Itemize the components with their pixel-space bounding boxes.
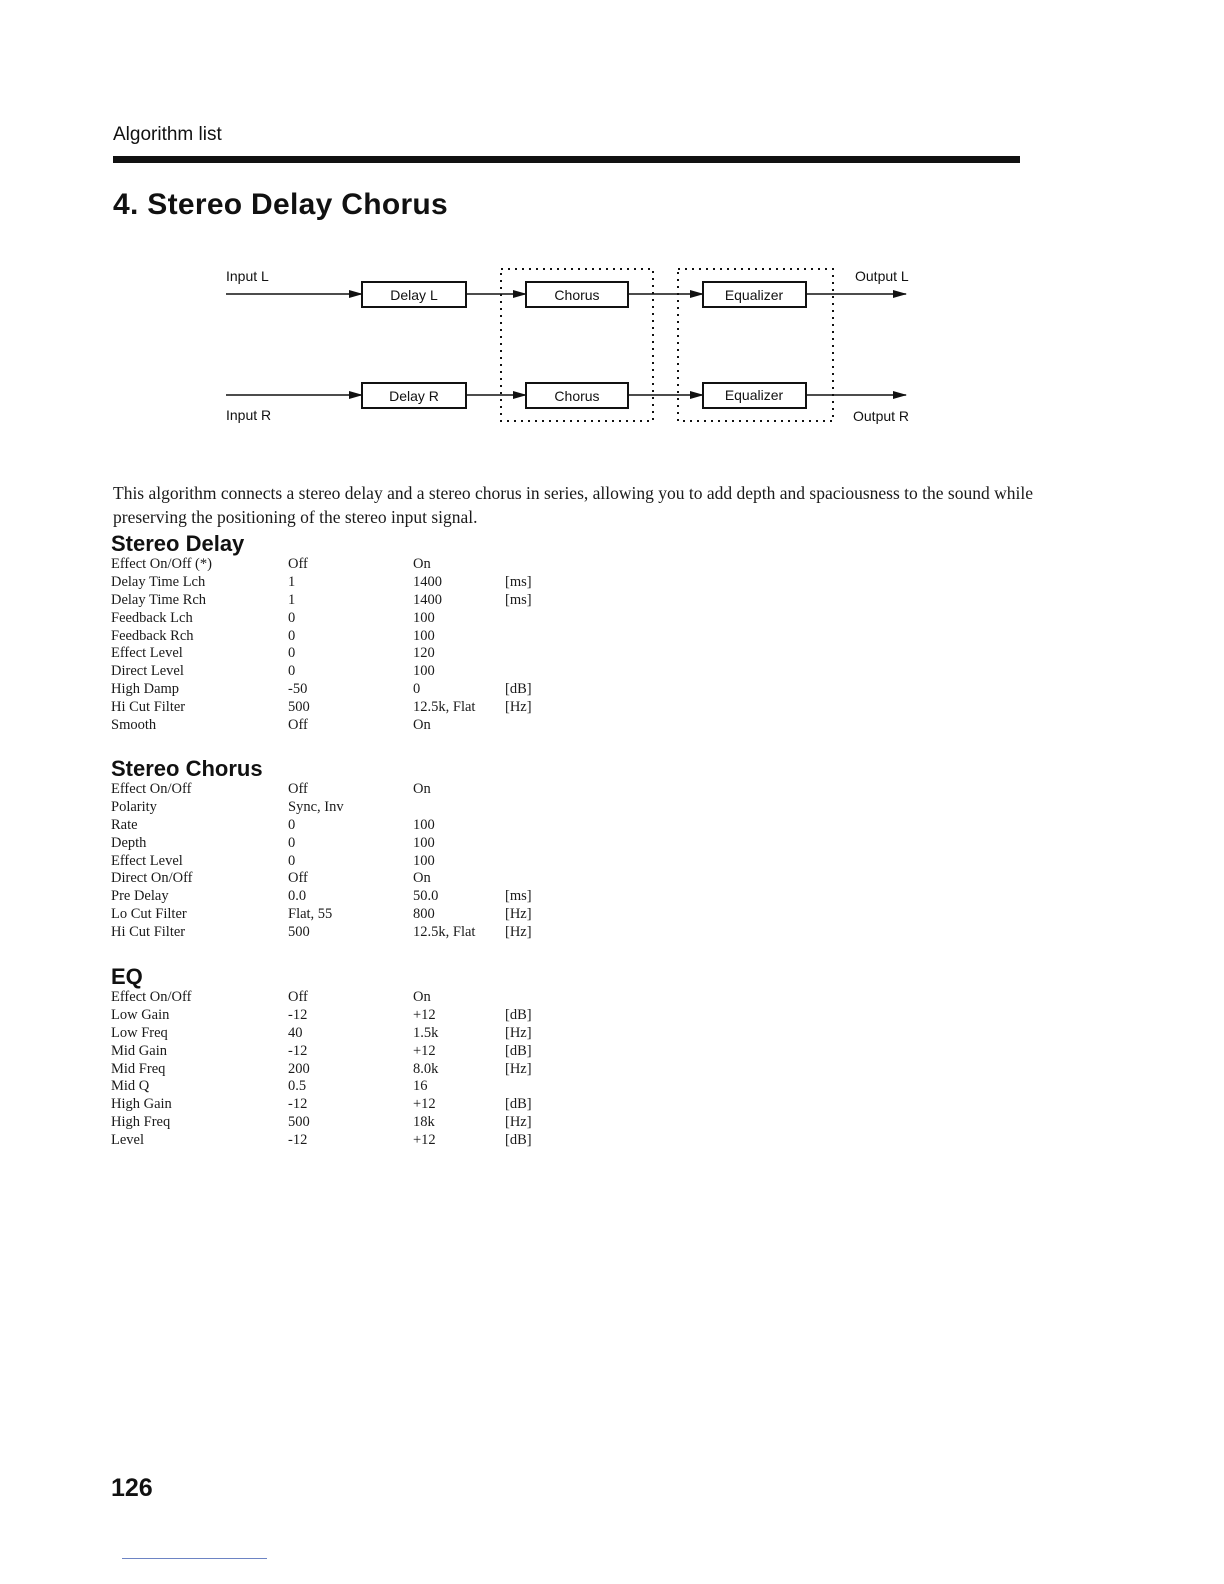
param-unit: [Hz] <box>505 1060 532 1077</box>
param-max: On <box>413 717 431 734</box>
page-title: 4. Stereo Delay Chorus <box>113 188 449 221</box>
param-name: Effect On/Off <box>111 989 192 1005</box>
param-max: 100 <box>413 627 435 644</box>
param-max: 1400 <box>413 573 442 590</box>
param-max: 100 <box>413 852 435 869</box>
param-name: Effect Level <box>111 852 183 869</box>
param-min: Off <box>288 781 308 797</box>
param-name: Low Gain <box>111 1006 170 1023</box>
param-min: Off <box>288 870 308 887</box>
param-name: High Damp <box>111 681 180 698</box>
param-name: Effect Level <box>111 645 183 662</box>
running-head: Algorithm list <box>113 124 222 145</box>
param-name: Direct Level <box>111 663 184 680</box>
param-min: 500 <box>288 1114 310 1131</box>
param-max: 120 <box>413 645 435 662</box>
param-max: 100 <box>413 834 435 851</box>
param-max: 100 <box>413 816 435 833</box>
param-max: +12 <box>413 1132 436 1149</box>
param-min: 1 <box>288 591 296 608</box>
param-max: 1400 <box>413 591 442 608</box>
param-min: 0 <box>288 663 296 680</box>
param-name: Depth <box>111 834 147 851</box>
bottom-rule <box>122 1558 267 1559</box>
param-max: On <box>413 870 431 887</box>
param-min: 500 <box>288 924 310 941</box>
param-name: Lo Cut Filter <box>111 906 187 923</box>
output-l-label: Output L <box>855 268 909 284</box>
param-min: Sync, Inv <box>288 798 344 815</box>
param-name: Mid Freq <box>111 1060 166 1077</box>
param-max: 1.5k <box>413 1024 439 1041</box>
param-name: Rate <box>111 816 138 833</box>
param-min: 0.5 <box>288 1078 307 1095</box>
param-min: -12 <box>288 1042 308 1059</box>
stereo-chorus-heading: Stereo Chorus <box>111 756 263 781</box>
param-unit: [Hz] <box>505 906 532 923</box>
param-min: -50 <box>288 681 308 698</box>
param-min: 40 <box>288 1024 303 1041</box>
param-min: Off <box>288 989 308 1005</box>
param-name: Feedback Rch <box>111 627 194 644</box>
param-min: 0 <box>288 852 296 869</box>
param-max: 50.0 <box>413 888 439 905</box>
param-max: 100 <box>413 609 435 626</box>
input-l-label: Input L <box>226 268 269 284</box>
param-name: High Gain <box>111 1096 172 1113</box>
stereo-delay-heading: Stereo Delay <box>111 531 245 556</box>
eq-heading: EQ <box>111 964 143 989</box>
param-name: Feedback Lch <box>111 609 193 626</box>
param-unit: [Hz] <box>505 1024 532 1041</box>
param-min: -12 <box>288 1006 308 1023</box>
param-max: 12.5k, Flat <box>413 699 476 716</box>
param-max: 100 <box>413 663 435 680</box>
param-max: 0 <box>413 681 421 698</box>
param-max: 18k <box>413 1114 435 1131</box>
param-min: Off <box>288 556 308 572</box>
param-min: Off <box>288 717 308 734</box>
param-min: 0 <box>288 645 296 662</box>
param-name: High Freq <box>111 1114 171 1131</box>
param-unit: [Hz] <box>505 699 532 716</box>
param-name: Low Freq <box>111 1024 168 1041</box>
param-name: Effect On/Off <box>111 781 192 797</box>
param-name: Mid Gain <box>111 1042 167 1059</box>
param-max: On <box>413 556 431 572</box>
signal-flow-diagram <box>0 0 1224 440</box>
param-max: On <box>413 781 431 797</box>
param-unit: [Hz] <box>505 924 532 941</box>
param-min: -12 <box>288 1096 308 1113</box>
param-min: 200 <box>288 1060 310 1077</box>
param-min: Flat, 55 <box>288 906 333 923</box>
param-name: Pre Delay <box>111 888 169 905</box>
param-max: +12 <box>413 1096 436 1113</box>
param-max: +12 <box>413 1006 436 1023</box>
param-max: 8.0k <box>413 1060 439 1077</box>
param-name: Smooth <box>111 717 157 734</box>
intro-paragraph: This algorithm connects a stereo delay and a stereo chorus in series, allowing you to add depth and spaciousness to the sound while preserving the positioning of the stereo input signal. <box>113 482 1033 527</box>
param-unit: [ms] <box>505 888 532 905</box>
param-unit: [dB] <box>505 1096 532 1113</box>
param-unit: [Hz] <box>505 1114 532 1131</box>
param-max: 800 <box>413 906 435 923</box>
param-max: 16 <box>413 1078 428 1095</box>
param-unit: [dB] <box>505 1132 532 1149</box>
param-name: Mid Q <box>111 1078 150 1095</box>
param-name: Delay Time Lch <box>111 573 206 590</box>
chorus-r-label: Chorus <box>554 388 600 404</box>
param-min: 1 <box>288 573 296 590</box>
param-max: 12.5k, Flat <box>413 924 476 941</box>
param-min: 0 <box>288 816 296 833</box>
param-unit: [dB] <box>505 1006 532 1023</box>
equalizer-r-label: Equalizer <box>724 387 784 403</box>
param-unit: [dB] <box>505 681 532 698</box>
param-max: On <box>413 989 431 1005</box>
param-unit: [dB] <box>505 1042 532 1059</box>
chorus-l-label: Chorus <box>554 287 600 303</box>
param-min: 0.0 <box>288 888 307 905</box>
param-min: 0 <box>288 627 296 644</box>
param-name: Effect On/Off (*) <box>111 556 212 572</box>
output-r-label: Output R <box>853 408 910 424</box>
param-name: Hi Cut Filter <box>111 699 186 716</box>
input-r-label: Input R <box>226 407 272 423</box>
param-min: -12 <box>288 1132 308 1149</box>
param-unit: [ms] <box>505 591 532 608</box>
equalizer-l-label: Equalizer <box>724 287 784 303</box>
param-max: +12 <box>413 1042 436 1059</box>
param-name: Polarity <box>111 798 157 815</box>
param-name: Delay Time Rch <box>111 591 207 608</box>
param-name: Hi Cut Filter <box>111 924 186 941</box>
param-name: Direct On/Off <box>111 870 193 887</box>
param-unit: [ms] <box>505 573 532 590</box>
param-min: 0 <box>288 834 296 851</box>
param-name: Level <box>111 1132 145 1149</box>
param-min: 0 <box>288 609 296 626</box>
delay-l-label: Delay L <box>390 287 438 303</box>
page-number: 126 <box>111 1474 153 1502</box>
delay-r-label: Delay R <box>389 388 439 404</box>
param-min: 500 <box>288 699 310 716</box>
